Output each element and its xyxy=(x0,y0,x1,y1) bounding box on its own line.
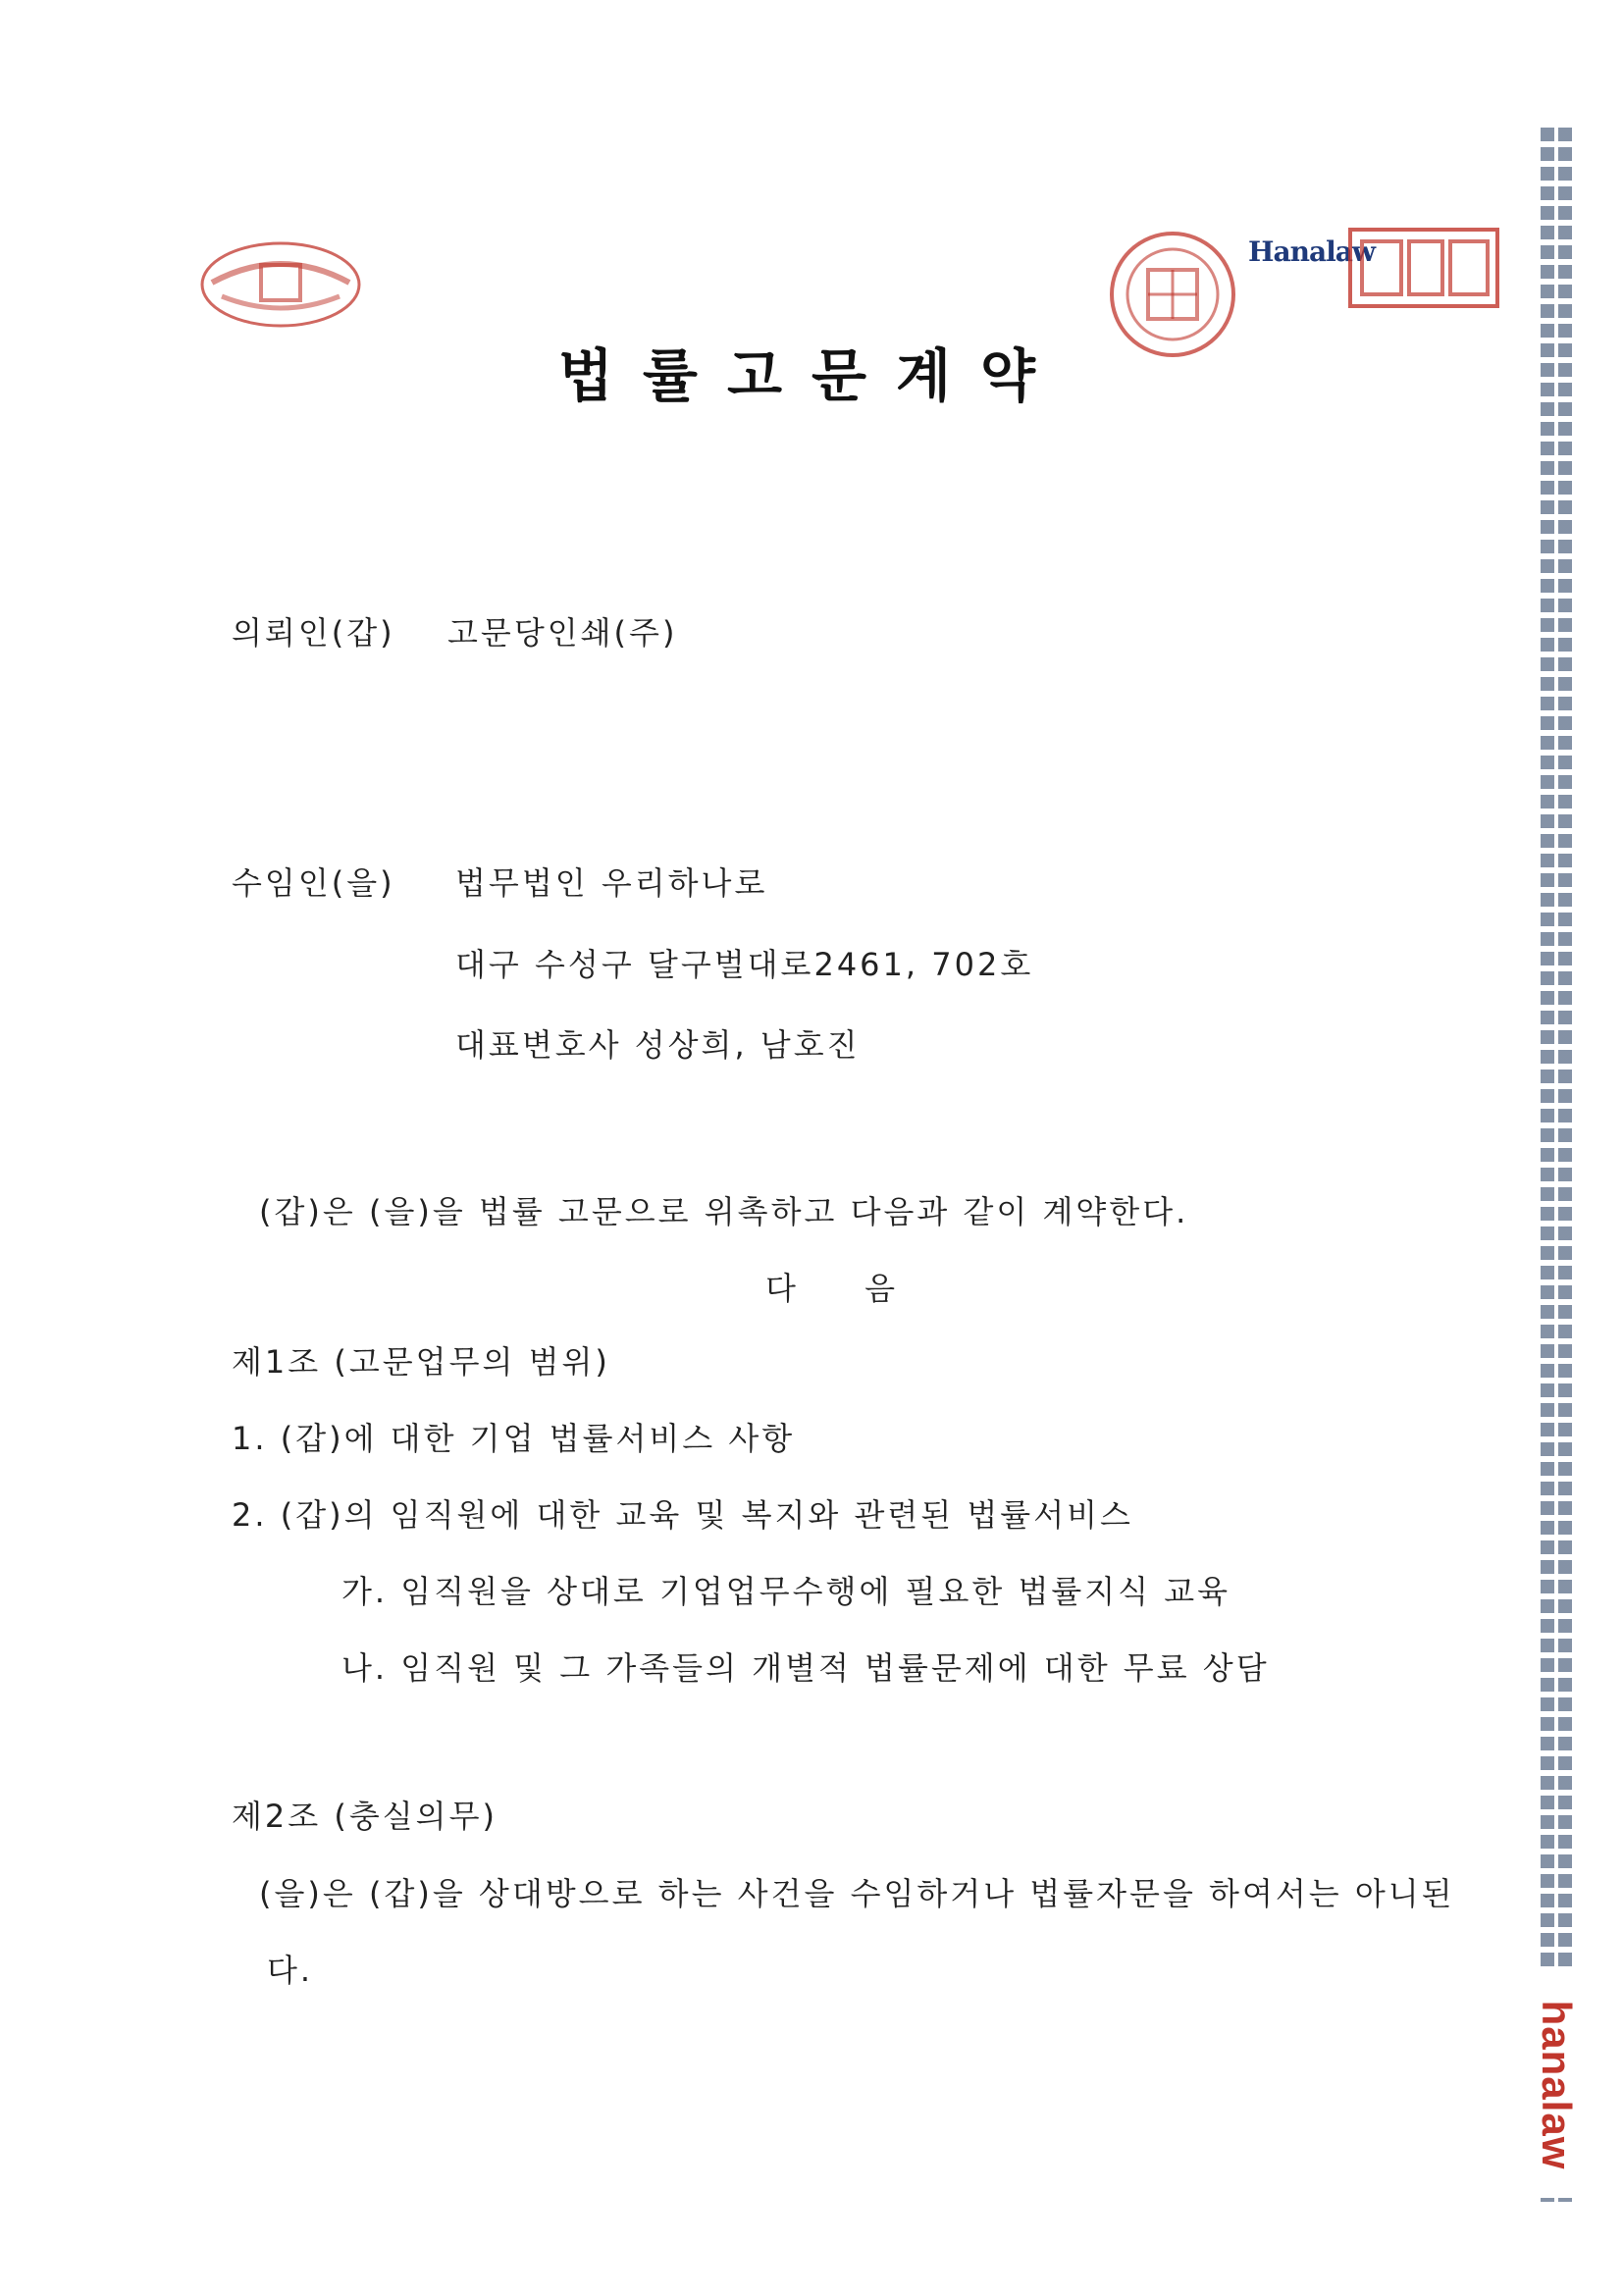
article1-item2: 2. (갑)의 임직원에 대한 교육 및 복지와 관련된 법률서비스 xyxy=(232,1496,1133,1534)
contractor-name: 법무법인 우리하나로 xyxy=(455,864,768,902)
article2-title: 제2조 (충실의무) xyxy=(232,1798,497,1835)
article1-title: 제1조 (고문업무의 범위) xyxy=(232,1343,610,1381)
contractor-representative: 대표변호사 성상희, 남호진 xyxy=(455,1026,861,1064)
square-seal xyxy=(1346,224,1503,312)
document-title: 법률고문계약 xyxy=(557,342,1066,409)
edge-brand-mark xyxy=(1535,1972,1578,2198)
official-seal-left xyxy=(192,226,369,334)
heading-next: 다 음 xyxy=(765,1270,924,1307)
client-label: 의뢰인(갑) xyxy=(232,614,395,652)
contractor-label: 수임인(을) xyxy=(232,864,395,902)
contractor-address: 대구 수성구 달구벌대로2461, 702호 xyxy=(455,946,1034,983)
client-name: 고문당인쇄(주) xyxy=(447,614,678,652)
article1-item1: 1. (갑)에 대한 기업 법률서비스 사항 xyxy=(232,1420,796,1457)
article2-line2: 다. xyxy=(267,1952,314,1989)
edge-stripe-gap xyxy=(1554,128,1558,2208)
article2-line1: (을)은 (갑)을 상대방으로 하는 사건을 수임하거나 법률자문을 하여서는 아니된 xyxy=(259,1875,1455,1912)
contract-intro: (갑)은 (을)을 법률 고문으로 위촉하고 다음과 같이 계약한다. xyxy=(259,1193,1189,1230)
article1-sub-na: 나. 임직원 및 그 가족들의 개별적 법률문제에 대한 무료 상담 xyxy=(341,1649,1270,1687)
edge-brand-text: hanalaw xyxy=(1534,2000,1580,2170)
hanalaw-logo: Hanalaw xyxy=(1248,235,1375,268)
article1-sub-ga: 가. 임직원을 상대로 기업업무수행에 필요한 법률지식 교육 xyxy=(341,1573,1231,1610)
